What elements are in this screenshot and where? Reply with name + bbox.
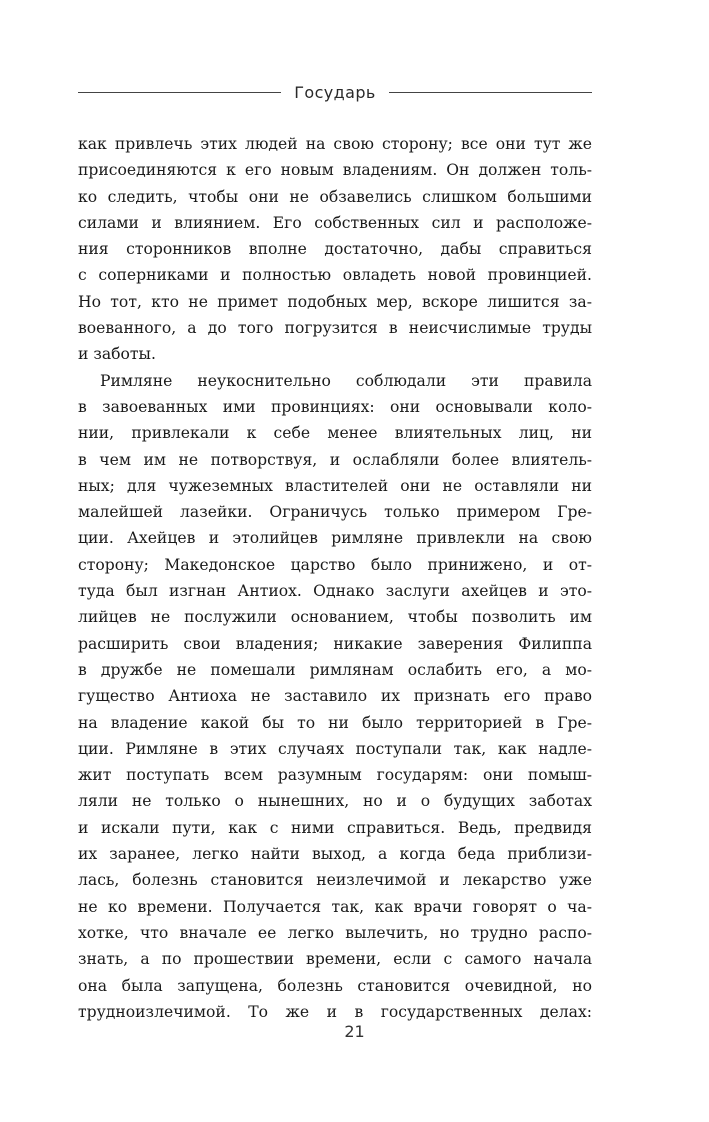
text-line: нии, привлекали к себе менее влиятельных лиц, ни xyxy=(78,424,592,443)
text-line: ния сторонников вполне достаточно, дабы справиться xyxy=(78,240,592,259)
header-rule-left xyxy=(78,92,281,93)
text-line: на владение какой бы то ни было территорией в Гре- xyxy=(78,713,592,732)
text-line: она была запущена, болезнь становится очевидной, но xyxy=(78,976,592,995)
text-line: трудноизлечимой. То же и в государственных делах: xyxy=(78,1002,592,1021)
body-text xyxy=(78,131,592,1025)
text-line: ции. Ахейцев и этолийцев римляне привлекли на свою xyxy=(78,529,592,548)
header-rule-right xyxy=(389,92,592,93)
text-line: их заранее, легко найти выход, а когда беда приблизи- xyxy=(78,845,592,864)
text-line: хотке, что вначале ее легко вылечить, но трудно распо- xyxy=(78,923,592,942)
text-line: сторону; Македонское царство было принижено, и от- xyxy=(78,555,592,574)
text-line: присоединяются к его новым владениям. Он должен толь- xyxy=(78,161,592,180)
text-line: жит поступать всем разумным государям: они помыш- xyxy=(78,766,592,785)
text-line: Римляне неукоснительно соблюдали эти правила xyxy=(100,371,592,390)
text-line: ко следить, чтобы они не обзавелись слишком большими xyxy=(78,187,592,206)
text-line: малейшей лазейки. Ограничусь только примером Гре- xyxy=(78,503,592,522)
text-line: в дружбе не помешали римлянам ослабить его, а мо- xyxy=(78,660,592,679)
text-line: с соперниками и полностью овладеть новой провинцией. xyxy=(78,266,592,285)
text-line: силами и влиянием. Его собственных сил и расположе- xyxy=(78,213,592,232)
text-line: ции. Римляне в этих случаях поступали так, как надле- xyxy=(78,739,592,758)
paragraph-2 xyxy=(78,368,592,1025)
text-line: Но тот, кто не примет подобных мер, вскоре лишится за- xyxy=(78,292,592,311)
text-line: расширить свои владения; никакие заверения Филиппа xyxy=(78,634,592,653)
text-line: ляли не только о нынешних, но и о будущих заботах xyxy=(78,792,592,811)
text-line: лась, болезнь становится неизлечимой и лекарство уже xyxy=(78,871,592,890)
page-number: 21 xyxy=(344,1022,365,1041)
text-line: и заботы. xyxy=(78,345,156,364)
text-line: лийцев не послужили основанием, чтобы позволить им xyxy=(78,608,592,627)
text-line: гущество Антиоха не заставило их признать его право xyxy=(78,687,592,706)
text-line: как привлечь этих людей на свою сторону; все они тут же xyxy=(78,135,592,153)
text-line: воеванного, а до того погрузится в неисчислимые труды xyxy=(78,319,592,338)
text-line: и искали пути, как с ними справиться. Ведь, предвидя xyxy=(78,818,592,837)
paragraph-1 xyxy=(78,131,592,368)
running-header xyxy=(78,80,592,104)
text-line: знать, а по прошествии времени, если с самого начала xyxy=(78,950,592,969)
text-line: в завоеванных ими провинциях: они основывали коло- xyxy=(78,397,592,416)
text-line: в чем им не потворствуя, и ослабляли более влиятель- xyxy=(78,450,592,469)
text-line: ных; для чужеземных властителей они не оставляли ни xyxy=(78,476,592,495)
text-line: туда был изгнан Антиох. Однако заслуги ахейцев и это- xyxy=(78,582,592,601)
text-line: не ко времени. Получается так, как врачи говорят о ча- xyxy=(78,897,592,916)
running-header-title: Государь xyxy=(294,82,376,102)
